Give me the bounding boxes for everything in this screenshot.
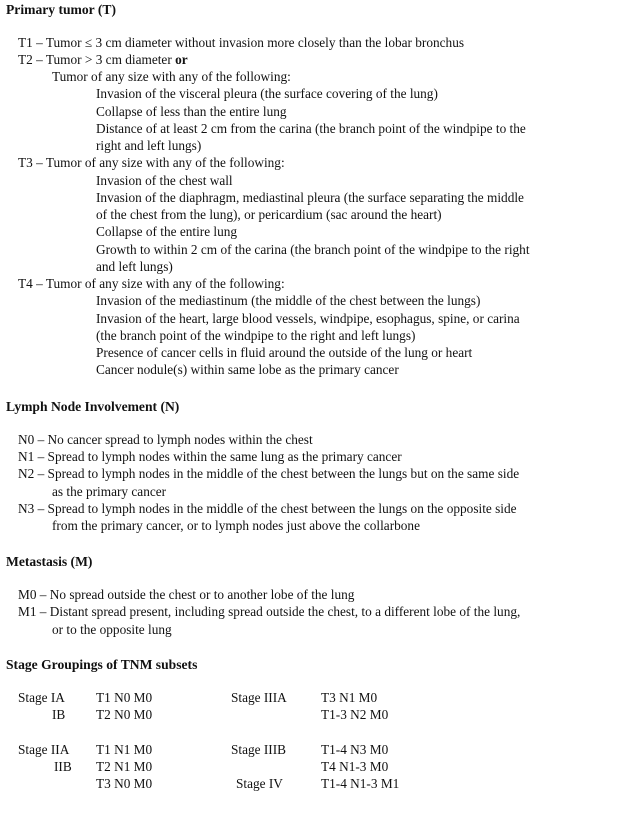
lymph-node-heading: Lymph Node Involvement (N) [6,399,180,414]
t3-line: T3 – Tumor of any size with any of the following: [18,155,285,170]
t3-item: and left lungs) [96,259,173,274]
stage-groupings-heading: Stage Groupings of TNM subsets [6,657,198,672]
t2-item: right and left lungs) [96,138,202,153]
stage-tnm: T2 N1 M0 [96,759,153,774]
t4-item: Invasion of the mediastinum (the middle of the chest between the lungs) [96,293,481,308]
stage-label: Stage IIIA [231,690,287,705]
t4-line: T4 – Tumor of any size with any of the following: [18,276,285,291]
stage-tnm: T3 N0 M0 [96,776,153,791]
t3-item: Growth to within 2 cm of the carina (the branch point of the windpipe to the right [96,242,530,257]
stage-label: IIB [54,759,72,774]
t4-item: Cancer nodule(s) within same lobe as the primary cancer [96,362,399,377]
t4-item: Invasion of the heart, large blood vessels, windpipe, esophagus, spine, or carina [96,311,520,326]
stage-label: Stage IV [236,776,283,791]
t4-item: (the branch point of the windpipe to the right and left lungs) [96,328,416,343]
stage-label: Stage IA [18,690,65,705]
stage-tnm: T1-3 N2 M0 [321,707,389,722]
n2-line: N2 – Spread to lymph nodes in the middle of the chest between the lungs but on the same side [18,466,520,481]
n0-line: N0 – No cancer spread to lymph nodes within the chest [18,432,313,447]
t3-item: Collapse of the entire lung [96,224,238,239]
t3-item: Invasion of the diaphragm, mediastinal pleura (the surface separating the middle [96,190,524,205]
t1-line: T1 – Tumor ≤ 3 cm diameter without invasion more closely than the lobar bronchus [18,35,465,50]
t3-item: Invasion of the chest wall [96,173,233,188]
n3-cont-line: from the primary cancer, or to lymph nodes just above the collarbone [52,518,420,533]
t2-item: Invasion of the visceral pleura (the surface covering of the lung) [96,86,438,101]
t4-item: Presence of cancer cells in fluid around the outside of the lung or heart [96,345,473,360]
m1-cont-line: or to the opposite lung [52,622,172,637]
t2-item: Distance of at least 2 cm from the carina (the branch point of the windpipe to the [96,121,526,136]
n2-cont-line: as the primary cancer [52,484,167,499]
t2-item: Collapse of less than the entire lung [96,104,287,119]
stage-tnm: T1-4 N3 M0 [321,742,389,757]
stage-label: Stage IIA [18,742,70,757]
t2-cont-line: Tumor of any size with any of the following: [52,69,291,84]
t2-or: or [175,52,188,67]
stage-tnm: T1 N0 M0 [96,690,153,705]
metastasis-heading: Metastasis (M) [6,554,93,569]
m1-line: M1 – Distant spread present, including spread outside the chest, to a different lobe of the lung, [18,604,521,619]
stage-tnm: T4 N1-3 M0 [321,759,389,774]
n1-line: N1 – Spread to lymph nodes within the same lung as the primary cancer [18,449,402,464]
t3-item: of the chest from the lung), or pericardium (sac around the heart) [96,207,442,222]
stage-tnm: T2 N0 M0 [96,707,153,722]
m0-line: M0 – No spread outside the chest or to another lobe of the lung [18,587,355,602]
n3-line: N3 – Spread to lymph nodes in the middle of the chest between the lungs on the opposite side [18,501,517,516]
stage-label: IB [52,707,66,722]
stage-tnm: T3 N1 M0 [321,690,378,705]
stage-tnm: T1 N1 M0 [96,742,153,757]
t2-line [18,52,188,68]
primary-tumor-heading: Primary tumor (T) [6,2,116,17]
stage-tnm: T1-4 N1-3 M1 [321,776,400,791]
t2-text: T2 – Tumor > 3 cm diameter [18,52,176,67]
stage-label: Stage IIIB [231,742,287,757]
